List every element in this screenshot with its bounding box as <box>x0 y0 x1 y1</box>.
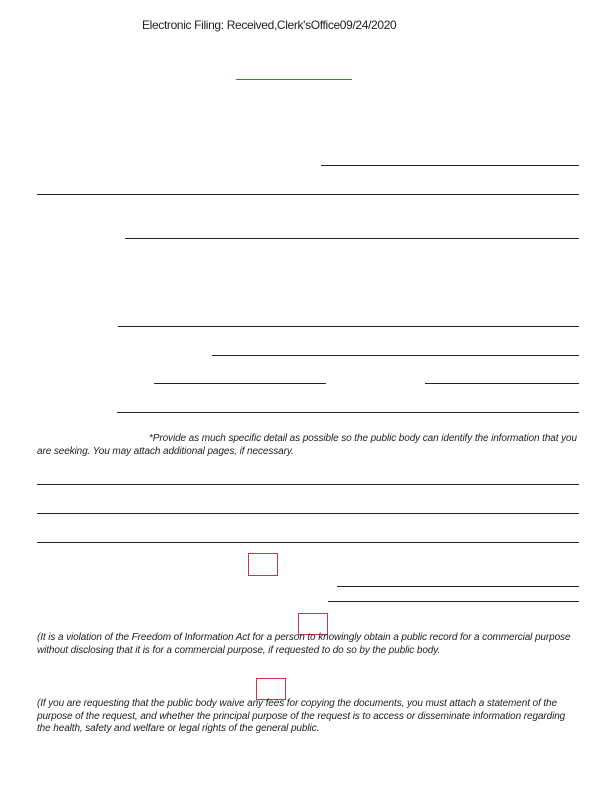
form-field-line[interactable] <box>125 238 579 239</box>
fee-waiver-notice: (If you are requesting that the public body waive any fees for copying the documents, you must attach a statement of the purpose of the request, and whether the principal purpose of the request is to access or disseminate information regarding the health, safety and welfare or legal rights of the general public. <box>37 698 566 734</box>
request-detail-line[interactable] <box>37 513 579 514</box>
signature-underline <box>236 79 352 80</box>
form-field-line[interactable] <box>154 383 326 384</box>
detail-instructions: *Provide as much specific detail as possible so the public body can identify the information that you are seeking. You may attach additional pages, if necessary. <box>37 433 577 457</box>
request-detail-line[interactable] <box>37 542 579 543</box>
form-field-line[interactable] <box>321 165 579 166</box>
fee-waiver-checkbox[interactable] <box>256 678 286 700</box>
form-field-line[interactable] <box>118 326 579 327</box>
form-field-line[interactable] <box>337 586 579 587</box>
form-field-line[interactable] <box>37 194 579 195</box>
request-detail-line[interactable] <box>37 484 579 485</box>
commercial-purpose-notice: (It is a violation of the Freedom of Information Act for a person to knowingly obtain a public record for a commercial purpose without disclosing that it is for a commercial purpose, if requested to do so by the public body. <box>37 632 571 656</box>
form-field-line[interactable] <box>212 355 579 356</box>
filing-stamp: Electronic Filing: Received,Clerk'sOffice09/24/2020 <box>142 18 397 32</box>
option-checkbox[interactable] <box>248 553 278 576</box>
form-field-line[interactable] <box>425 383 579 384</box>
form-field-line[interactable] <box>117 412 579 413</box>
form-field-line[interactable] <box>328 601 579 602</box>
